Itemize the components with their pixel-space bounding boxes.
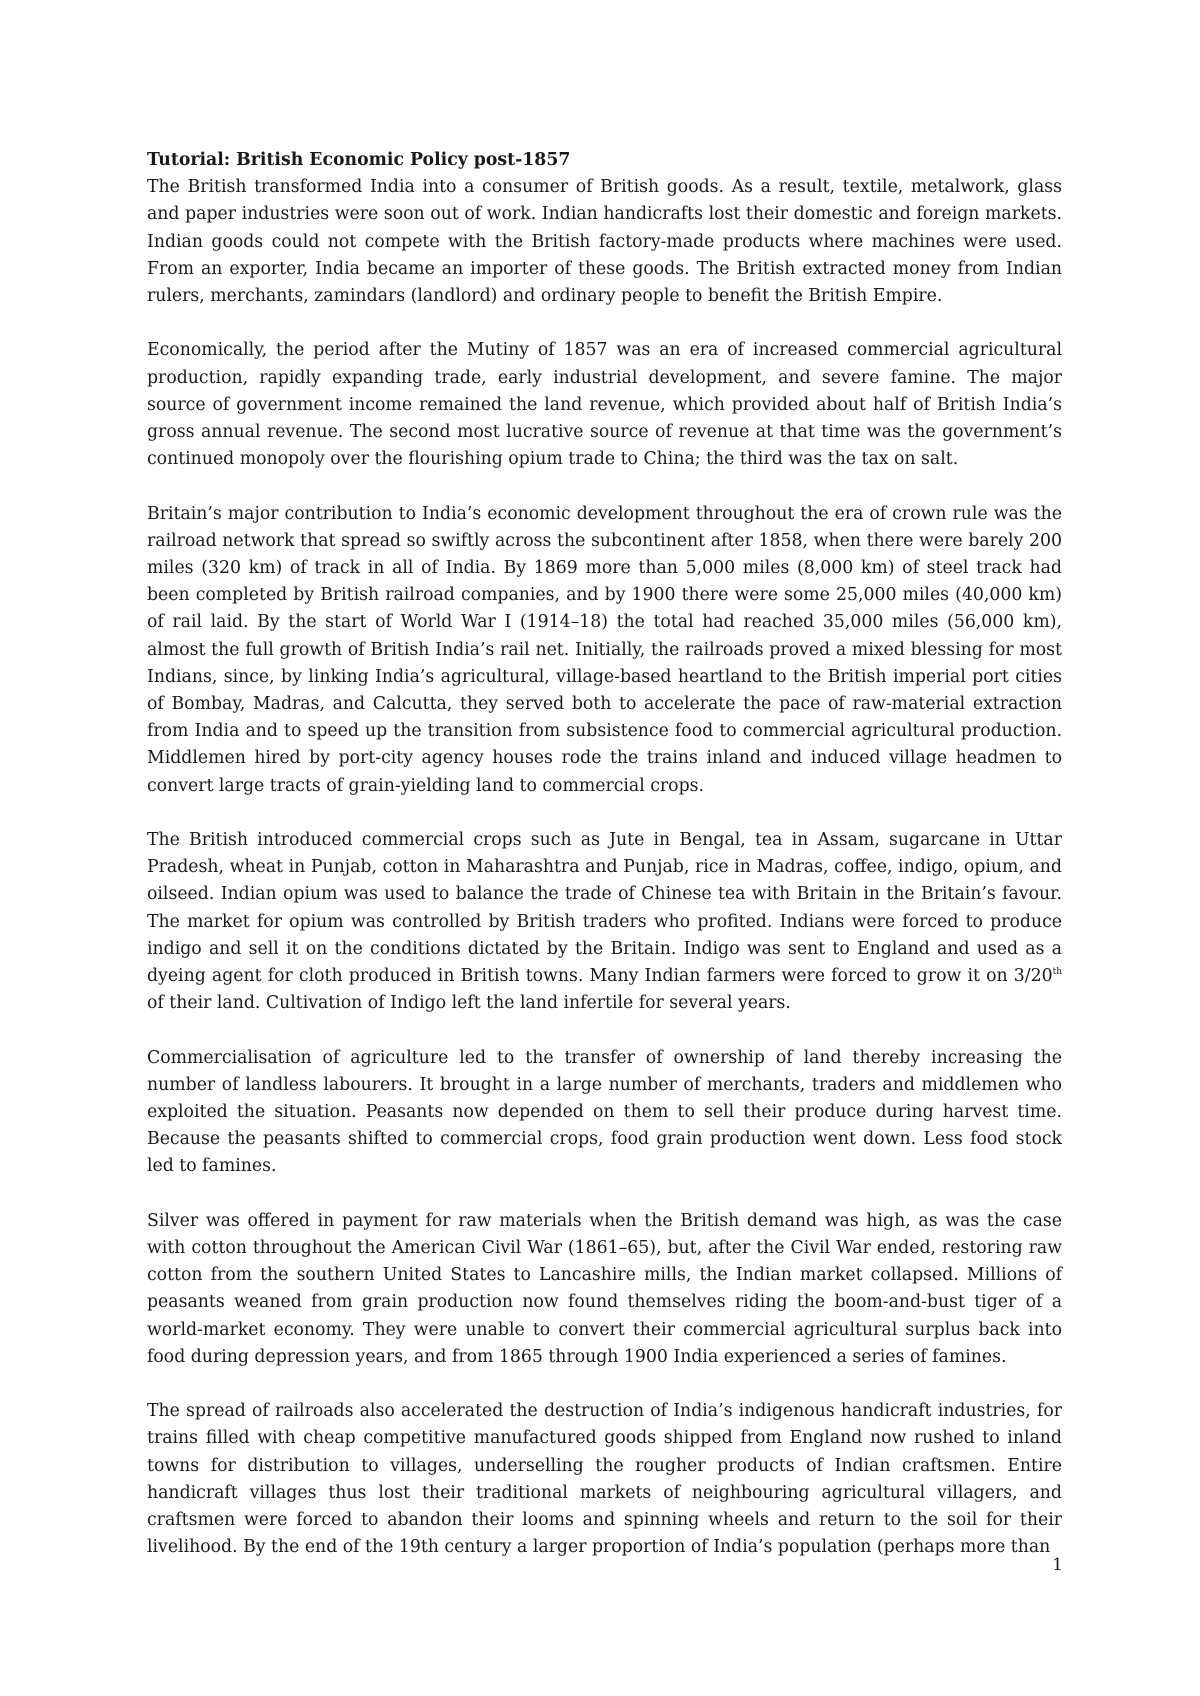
document-body — [147, 147, 1062, 1589]
page-number: 1 — [1052, 1555, 1063, 1575]
paragraph-silver-payment: Silver was offered in payment for raw materials when the British demand was high, as was the case with cotton throughout the American Civil War (1861–65), but, after the Civil War ended, restoring raw cotton from the southern United States to Lancashire mills, the Indian market collapsed. Millions of peasants weaned from grain production now found themselves riding the boom-and-bust tiger of a world-market economy. They were unable to convert their commercial agricultural surplus back into food during depression years, and from 1865 through 1900 India experienced a series of famines. — [147, 1210, 1062, 1367]
document-title: Tutorial: British Economic Policy post-1857 — [147, 150, 571, 170]
paragraph-railroad-network: Britain’s major contribution to India’s economic development throughout the era of crown rule was the railroad network that spread so swiftly across the subcontinent after 1858, when there were barely 200 miles (320 km) of track in all of India. By 1869 more than 5,000 miles (8,000 km) of steel track had been completed by British railroad companies, and by 1900 there were some 25,000 miles (40,000 km) of rail laid. By the start of World War I (1914–18) the total had reached 35,000 miles (56,000 km), almost the full growth of British India’s rail net. Initially, the railroads proved a mixed blessing for most Indians, since, by linking India’s agricultural, village-based heartland to the British imperial port cities of Bombay, Madras, and Calcutta, they served both to accelerate the pace of raw-material extraction from India and to speed up the transition from subsistence food to commercial agricultural production. Middlemen hired by port-city agency houses rode the trains inland and induced village headmen to convert large tracts of grain-yielding land to commercial crops. — [147, 503, 1062, 796]
paragraph-commercialisation: Commercialisation of agriculture led to the transfer of ownership of land thereby increasing the number of landless labourers. It brought in a large number of merchants, traders and middlemen who exploited the situation. Peasants now depended on them to sell their produce during harvest time. Because the peasants shifted to commercial crops, food grain production went down. Less food stock led to famines. — [147, 1047, 1062, 1177]
paragraph-economic-period: Economically, the period after the Mutiny of 1857 was an era of increased commercial agricultural production, rapidly expanding trade, early industrial development, and severe famine. The major source of government income remained the land revenue, which provided about half of British India’s gross annual revenue. The second most lucrative source of revenue at that time was the government’s continued monopoly over the flourishing opium trade to China; the third was the tax on salt. — [147, 340, 1062, 470]
crops-text-main: The British introduced commercial crops such as Jute in Bengal, tea in Assam, sugarcane in Uttar Pradesh, wheat in Punjab, cotton in Maharashtra and Punjab, rice in Madras, coffee, indigo, opium, and oilseed. Indian opium was used to balance the trade of Chinese tea with Britain in the Britain’s favour. The market for opium was controlled by British traders who profited. Indians were forced to produce indigo and sell it on the conditions dictated by the Britain. Indigo was sent to England and used as a dyeing agent for cloth produced in British towns. Many Indian farmers were forced to grow it on 3/20 — [147, 830, 1062, 987]
crops-text-tail: of their land. Cultivation of Indigo left the land infertile for several years. — [147, 993, 791, 1014]
ordinal-superscript: th — [1052, 967, 1062, 978]
paragraph-commercial-crops — [147, 827, 1062, 1017]
paragraph-consumer-goods: The British transformed India into a consumer of British goods. As a result, textile, metalwork, glass and paper industries were soon out of work. Indian handicrafts lost their domestic and foreign markets. Indian goods could not compete with the British factory-made products where machines were used. From an exporter, India became an importer of these goods. The British extracted money from Indian rulers, merchants, zamindars (landlord) and ordinary people to benefit the British Empire. — [147, 177, 1062, 307]
paragraph-handicraft-destruction: The spread of railroads also accelerated the destruction of India’s indigenous handicraft industries, for trains filled with cheap competitive manufactured goods shipped from England now rushed to inland towns for distribution to villages, underselling the rougher products of Indian craftsmen. Entire handicraft villages thus lost their traditional markets of neighbouring agricultural villagers, and craftsmen were forced to abandon their looms and spinning wheels and return to the soil for their livelihood. By the end of the 19th century a larger proportion of India’s population (perhaps more than — [147, 1401, 1062, 1558]
